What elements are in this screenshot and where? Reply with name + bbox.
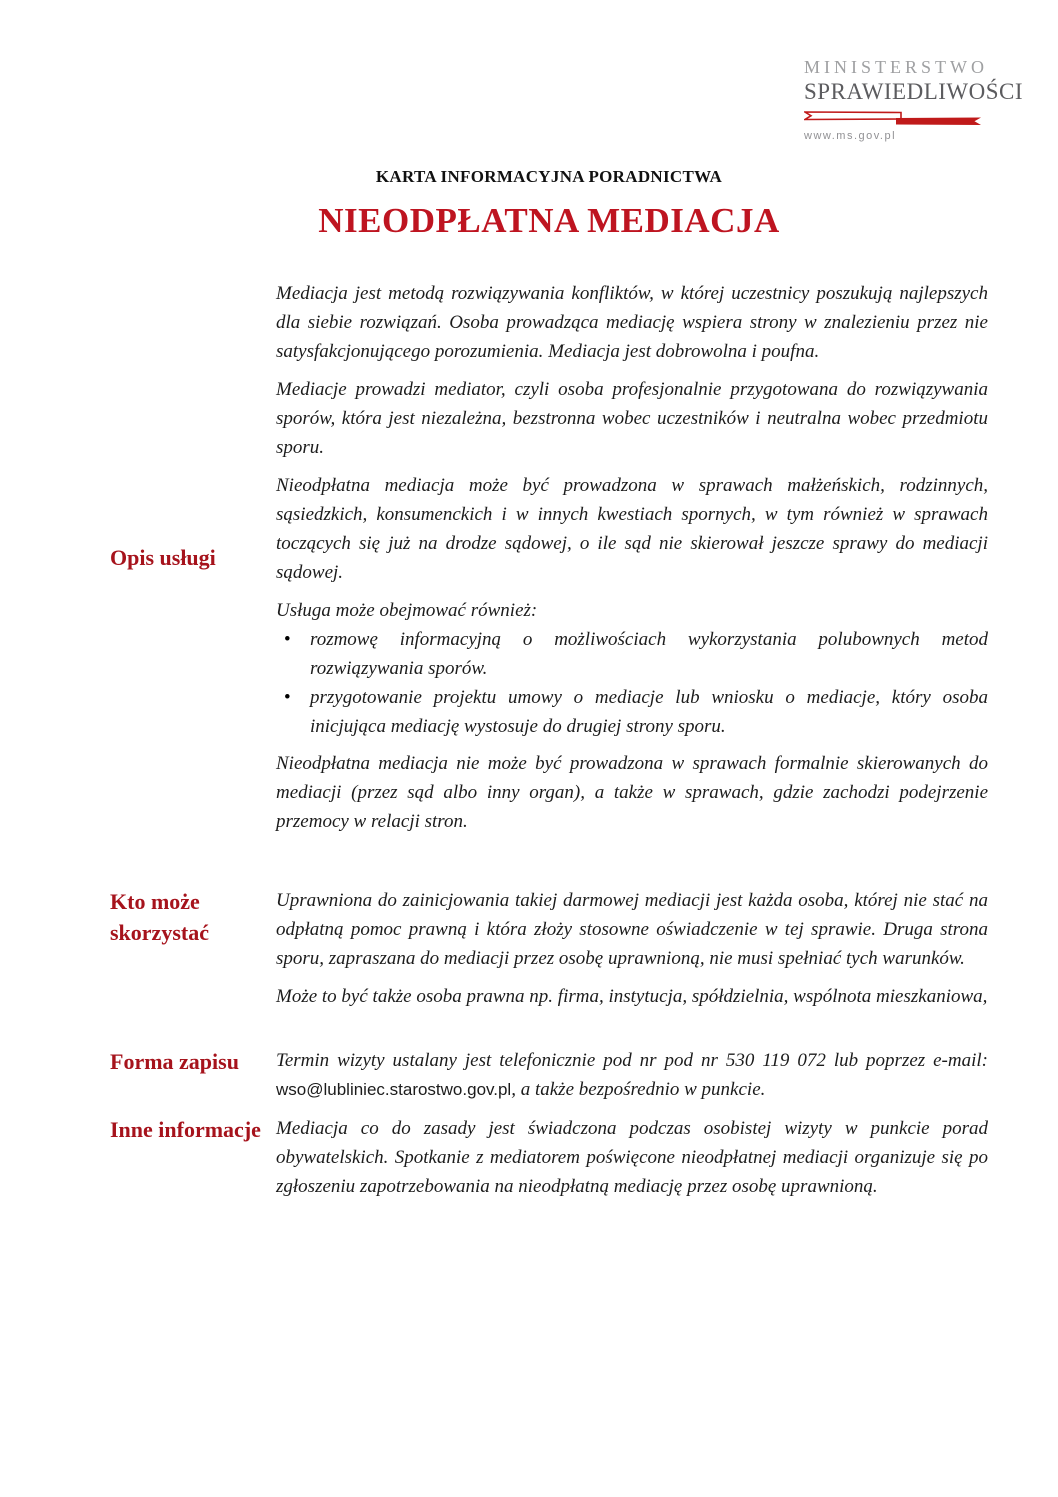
paragraph: Usługa może obejmować również:: [276, 600, 538, 621]
section-label-inne-informacje: Inne informacje: [110, 1117, 261, 1142]
paragraph: Nieodpłatna mediacja może być prowadzona w sprawach małżeńskich, rodzinnych, sąsiedzkich, konsumenckich i w innych kwestiach spornych, w tym również w sprawach toczących się już na drodze sądowej, o ile sąd nie skierował jeszcze sprawy do mediacji sądowej.: [276, 475, 988, 583]
document-kicker: KARTA INFORMACYJNA PORADNICTWA: [375, 167, 723, 186]
section-body-forma-zapisu: [276, 1046, 988, 1104]
ministry-logo: [804, 57, 1024, 142]
section-body-opis-uslugi: [276, 279, 988, 836]
paragraph: Uprawniona do zainicjowania takiej darmowej mediacji jest każda osoba, której nie stać na odpłatną pomoc prawną i która złoży stosowne oświadczenie w tej sprawie. Druga strona sporu, zapraszana do mediacji przez osobę uprawnioną, nie musi spełniać tych warunków.: [276, 890, 988, 969]
paragraph: Mediacje prowadzi mediator, czyli osoba profesjonalnie przygotowana do rozwiązywania sporów, która jest niezależna, bezstronna wobec uczestników i neutralna wobec przedmiotu sporu.: [276, 379, 988, 458]
section-body-kto-moze-skorzystac: [276, 886, 988, 1011]
page-title: NIEODPŁATNA MEDIACJA: [318, 201, 780, 240]
contact-email: wso@lubliniec.starostwo.gov.pl: [276, 1080, 512, 1099]
section-opis-uslugi: [110, 279, 988, 836]
paragraph: Mediacja co do zasady jest świadczona podczas osobistej wizyty w punkcie porad obywatelskich. Spotkanie z mediatorem poświęcone nieodpłatnej mediacji organizuje się po zgłoszeniu zapotrzebowania na nieodpłatną mediację przez osobę uprawnioną.: [276, 1118, 988, 1197]
ministry-name-line1: MINISTERSTWO: [804, 57, 988, 77]
section-forma-zapisu: [110, 1046, 988, 1104]
contact-text-before-email: Termin wizyty ustalany jest telefonicznie pod nr pod nr 530 119 072 lub poprzez e-mail:: [276, 1050, 988, 1071]
bullet-item: • przygotowanie projektu umowy o mediacje lub wniosku o mediacje, który osoba inicjująca mediację wystosuje do drugiej strony sporu.: [276, 683, 988, 741]
section-label-forma-zapisu: Forma zapisu: [110, 1049, 239, 1074]
contact-text-after-email: , a także bezpośrednio w punkcie.: [511, 1079, 766, 1100]
bullet-list: [276, 625, 988, 741]
ministry-ribbon-flag-icon: [804, 111, 982, 126]
section-label-kto-moze-skorzystac: Kto może skorzystać: [110, 889, 209, 945]
ministry-website: www.ms.gov.pl: [804, 130, 897, 142]
section-inne-informacje: [110, 1114, 988, 1201]
section-kto-moze-skorzystac: [110, 886, 988, 1011]
bullet-item: • rozmowę informacyjną o możliwościach wykorzystania polubownych metod rozwiązywania sporów.: [276, 625, 988, 683]
paragraph: [276, 1046, 988, 1104]
ministry-name-line2: SPRAWIEDLIWOŚCI: [804, 79, 1024, 104]
paragraph: Mediacja jest metodą rozwiązywania konfliktów, w której uczestnicy poszukują najlepszych dla siebie rozwiązań. Osoba prowadząca mediację wspiera strony w znalezieniu przez nie satysfakcjonującego porozumienia. Mediacja jest dobrowolna i poufna.: [276, 283, 988, 362]
paragraph: Nieodpłatna mediacja nie może być prowadzona w sprawach formalnie skierowanych do mediacji (przez sąd albo inny organ), a także w sprawach, gdzie zachodzi podejrzenie przemocy w relacji stron.: [276, 753, 988, 832]
section-label-opis-uslugi: Opis usługi: [110, 545, 216, 570]
section-body-inne-informacje: [276, 1114, 988, 1201]
sections-container: [110, 279, 988, 1201]
paragraph: Może to być także osoba prawna np. firma, instytucja, spółdzielnia, wspólnota mieszkaniowa,: [276, 986, 988, 1007]
